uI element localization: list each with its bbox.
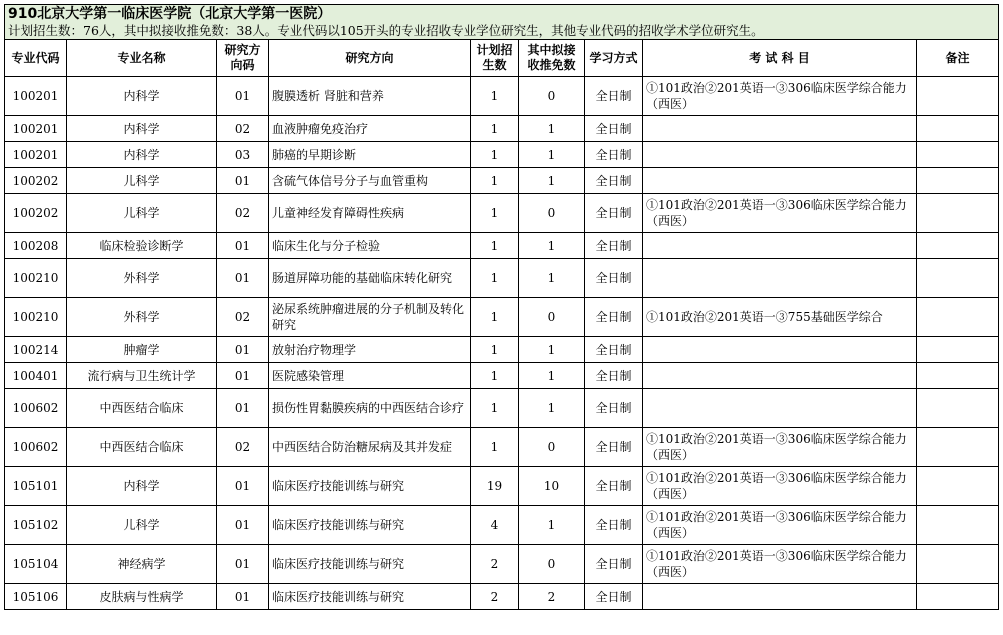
direction-code-cell: 01 (217, 545, 269, 584)
direction-code-cell: 01 (217, 363, 269, 389)
column-header-row (5, 40, 999, 77)
study-mode-cell: 全日制 (585, 506, 643, 545)
direction-cell: 临床医疗技能训练与研究 (269, 467, 471, 506)
exam-subjects-cell (643, 259, 917, 298)
direction-cell: 泌尿系统肿瘤进展的分子机制及转化研究 (269, 298, 471, 337)
plan-count-cell: 1 (471, 259, 519, 298)
major-code-cell: 100401 (5, 363, 67, 389)
major-code-cell: 100202 (5, 194, 67, 233)
table-row (5, 142, 999, 168)
direction-code-cell: 01 (217, 467, 269, 506)
admissions-table (4, 4, 999, 610)
remarks-cell (917, 363, 999, 389)
table-row (5, 298, 999, 337)
direction-code-cell: 01 (217, 168, 269, 194)
major-name-cell: 内科学 (67, 116, 217, 142)
exempt-count-cell: 1 (519, 337, 585, 363)
exam-subjects-cell: ①101政治②201英语一③306临床医学综合能力（西医） (643, 467, 917, 506)
major-code-cell: 100602 (5, 389, 67, 428)
table-row (5, 259, 999, 298)
exempt-count-cell: 0 (519, 298, 585, 337)
plan-count-cell: 2 (471, 584, 519, 610)
col-header-study-mode: 学习方式 (585, 40, 643, 77)
exam-subjects-cell (643, 584, 917, 610)
col-header-exam-subjects: 考 试 科 目 (643, 40, 917, 77)
direction-cell: 肺癌的早期诊断 (269, 142, 471, 168)
study-mode-cell: 全日制 (585, 298, 643, 337)
direction-cell: 损伤性胃黏膜疾病的中西医结合诊疗 (269, 389, 471, 428)
table-row (5, 545, 999, 584)
col-header-direction-code: 研究方 向码 (217, 40, 269, 77)
direction-cell: 儿童神经发育障碍性疾病 (269, 194, 471, 233)
table-row (5, 389, 999, 428)
direction-cell: 临床医疗技能训练与研究 (269, 584, 471, 610)
remarks-cell (917, 545, 999, 584)
major-code-cell: 100210 (5, 259, 67, 298)
exempt-count-cell: 1 (519, 168, 585, 194)
exam-subjects-cell: ①101政治②201英语一③306临床医学综合能力（西医） (643, 506, 917, 545)
major-code-cell: 105102 (5, 506, 67, 545)
remarks-cell (917, 298, 999, 337)
exam-subjects-cell (643, 337, 917, 363)
exam-subjects-cell (643, 389, 917, 428)
exempt-count-cell: 0 (519, 428, 585, 467)
major-name-cell: 内科学 (67, 77, 217, 116)
direction-code-cell: 02 (217, 428, 269, 467)
remarks-cell (917, 116, 999, 142)
remarks-cell (917, 259, 999, 298)
remarks-cell (917, 168, 999, 194)
exempt-count-cell: 1 (519, 259, 585, 298)
remarks-cell (917, 142, 999, 168)
plan-count-cell: 1 (471, 233, 519, 259)
plan-count-cell: 1 (471, 298, 519, 337)
table-banner (5, 5, 999, 40)
major-code-cell: 105106 (5, 584, 67, 610)
major-name-cell: 流行病与卫生统计学 (67, 363, 217, 389)
major-name-cell: 临床检验诊断学 (67, 233, 217, 259)
direction-code-cell: 01 (217, 259, 269, 298)
table-row (5, 506, 999, 545)
major-code-cell: 100210 (5, 298, 67, 337)
plan-count-cell: 2 (471, 545, 519, 584)
direction-cell: 中西医结合防治糖尿病及其并发症 (269, 428, 471, 467)
study-mode-cell: 全日制 (585, 363, 643, 389)
exempt-count-cell: 0 (519, 194, 585, 233)
direction-cell: 放射治疗物理学 (269, 337, 471, 363)
table-body (5, 77, 999, 610)
major-name-cell: 内科学 (67, 467, 217, 506)
col-header-plan: 计划招 生数 (471, 40, 519, 77)
major-code-cell: 100201 (5, 77, 67, 116)
major-code-cell: 100201 (5, 116, 67, 142)
major-name-cell: 中西医结合临床 (67, 428, 217, 467)
study-mode-cell: 全日制 (585, 467, 643, 506)
plan-count-cell: 1 (471, 194, 519, 233)
remarks-cell (917, 467, 999, 506)
plan-count-cell: 1 (471, 77, 519, 116)
major-name-cell: 外科学 (67, 298, 217, 337)
study-mode-cell: 全日制 (585, 389, 643, 428)
exempt-count-cell: 0 (519, 545, 585, 584)
major-name-cell: 神经病学 (67, 545, 217, 584)
table-row (5, 116, 999, 142)
remarks-cell (917, 506, 999, 545)
exam-subjects-cell (643, 142, 917, 168)
plan-count-cell: 4 (471, 506, 519, 545)
study-mode-cell: 全日制 (585, 142, 643, 168)
direction-code-cell: 02 (217, 194, 269, 233)
study-mode-cell: 全日制 (585, 194, 643, 233)
major-name-cell: 肿瘤学 (67, 337, 217, 363)
plan-count-cell: 1 (471, 389, 519, 428)
exam-subjects-cell: ①101政治②201英语一③306临床医学综合能力（西医） (643, 545, 917, 584)
exam-subjects-cell (643, 168, 917, 194)
major-name-cell: 皮肤病与性病学 (67, 584, 217, 610)
enrollment-summary: 计划招生数：76人，其中拟接收推免数：38人。专业代码以105开头的专业招收专业学位研究生，其他专业代码的招收学术学位研究生。 (8, 23, 764, 38)
table-row (5, 467, 999, 506)
direction-cell: 腹膜透析 肾脏和营养 (269, 77, 471, 116)
exempt-count-cell: 1 (519, 233, 585, 259)
study-mode-cell: 全日制 (585, 545, 643, 584)
table-row (5, 363, 999, 389)
major-code-cell: 100201 (5, 142, 67, 168)
direction-cell: 临床生化与分子检验 (269, 233, 471, 259)
plan-count-cell: 1 (471, 337, 519, 363)
major-name-cell: 儿科学 (67, 168, 217, 194)
remarks-cell (917, 233, 999, 259)
table-row (5, 168, 999, 194)
direction-code-cell: 01 (217, 506, 269, 545)
major-name-cell: 外科学 (67, 259, 217, 298)
col-header-major-name: 专业名称 (67, 40, 217, 77)
direction-cell: 含硫气体信号分子与血管重构 (269, 168, 471, 194)
col-header-direction: 研究方向 (269, 40, 471, 77)
plan-count-cell: 1 (471, 142, 519, 168)
plan-count-cell: 1 (471, 428, 519, 467)
table-row (5, 77, 999, 116)
exam-subjects-cell: ①101政治②201英语一③306临床医学综合能力（西医） (643, 194, 917, 233)
exempt-count-cell: 1 (519, 116, 585, 142)
major-name-cell: 中西医结合临床 (67, 389, 217, 428)
major-code-cell: 100208 (5, 233, 67, 259)
study-mode-cell: 全日制 (585, 428, 643, 467)
major-code-cell: 100214 (5, 337, 67, 363)
remarks-cell (917, 77, 999, 116)
direction-code-cell: 01 (217, 584, 269, 610)
exempt-count-cell: 2 (519, 584, 585, 610)
study-mode-cell: 全日制 (585, 259, 643, 298)
major-code-cell: 105101 (5, 467, 67, 506)
table-row (5, 428, 999, 467)
study-mode-cell: 全日制 (585, 168, 643, 194)
study-mode-cell: 全日制 (585, 233, 643, 259)
exam-subjects-cell: ①101政治②201英语一③306临床医学综合能力（西医） (643, 77, 917, 116)
col-header-remarks: 备注 (917, 40, 999, 77)
remarks-cell (917, 584, 999, 610)
remarks-cell (917, 389, 999, 428)
table-row (5, 584, 999, 610)
institution-title: 910北京大学第一临床医学院（北京大学第一医院） (8, 6, 332, 22)
remarks-cell (917, 428, 999, 467)
direction-code-cell: 02 (217, 116, 269, 142)
table-row (5, 233, 999, 259)
direction-cell: 医院感染管理 (269, 363, 471, 389)
direction-code-cell: 01 (217, 233, 269, 259)
direction-cell: 血液肿瘤免疫治疗 (269, 116, 471, 142)
major-code-cell: 100602 (5, 428, 67, 467)
remarks-cell (917, 194, 999, 233)
direction-cell: 临床医疗技能训练与研究 (269, 506, 471, 545)
major-name-cell: 儿科学 (67, 194, 217, 233)
study-mode-cell: 全日制 (585, 337, 643, 363)
exempt-count-cell: 0 (519, 77, 585, 116)
direction-code-cell: 03 (217, 142, 269, 168)
exempt-count-cell: 1 (519, 506, 585, 545)
direction-cell: 肠道屏障功能的基础临床转化研究 (269, 259, 471, 298)
study-mode-cell: 全日制 (585, 77, 643, 116)
exempt-count-cell: 1 (519, 363, 585, 389)
exam-subjects-cell: ①101政治②201英语一③306临床医学综合能力（西医） (643, 428, 917, 467)
exempt-count-cell: 1 (519, 142, 585, 168)
direction-code-cell: 01 (217, 389, 269, 428)
col-header-exempt: 其中拟接 收推免数 (519, 40, 585, 77)
remarks-cell (917, 337, 999, 363)
study-mode-cell: 全日制 (585, 116, 643, 142)
direction-code-cell: 02 (217, 298, 269, 337)
direction-cell: 临床医疗技能训练与研究 (269, 545, 471, 584)
exam-subjects-cell (643, 116, 917, 142)
col-header-major-code: 专业代码 (5, 40, 67, 77)
exam-subjects-cell (643, 363, 917, 389)
plan-count-cell: 1 (471, 116, 519, 142)
plan-count-cell: 19 (471, 467, 519, 506)
major-code-cell: 100202 (5, 168, 67, 194)
plan-count-cell: 1 (471, 168, 519, 194)
exempt-count-cell: 1 (519, 389, 585, 428)
exam-subjects-cell (643, 233, 917, 259)
exam-subjects-cell: ①101政治②201英语一③755基础医学综合 (643, 298, 917, 337)
plan-count-cell: 1 (471, 363, 519, 389)
exempt-count-cell: 10 (519, 467, 585, 506)
major-name-cell: 儿科学 (67, 506, 217, 545)
table-row (5, 194, 999, 233)
direction-code-cell: 01 (217, 77, 269, 116)
major-code-cell: 105104 (5, 545, 67, 584)
major-name-cell: 内科学 (67, 142, 217, 168)
table-row (5, 337, 999, 363)
study-mode-cell: 全日制 (585, 584, 643, 610)
direction-code-cell: 01 (217, 337, 269, 363)
